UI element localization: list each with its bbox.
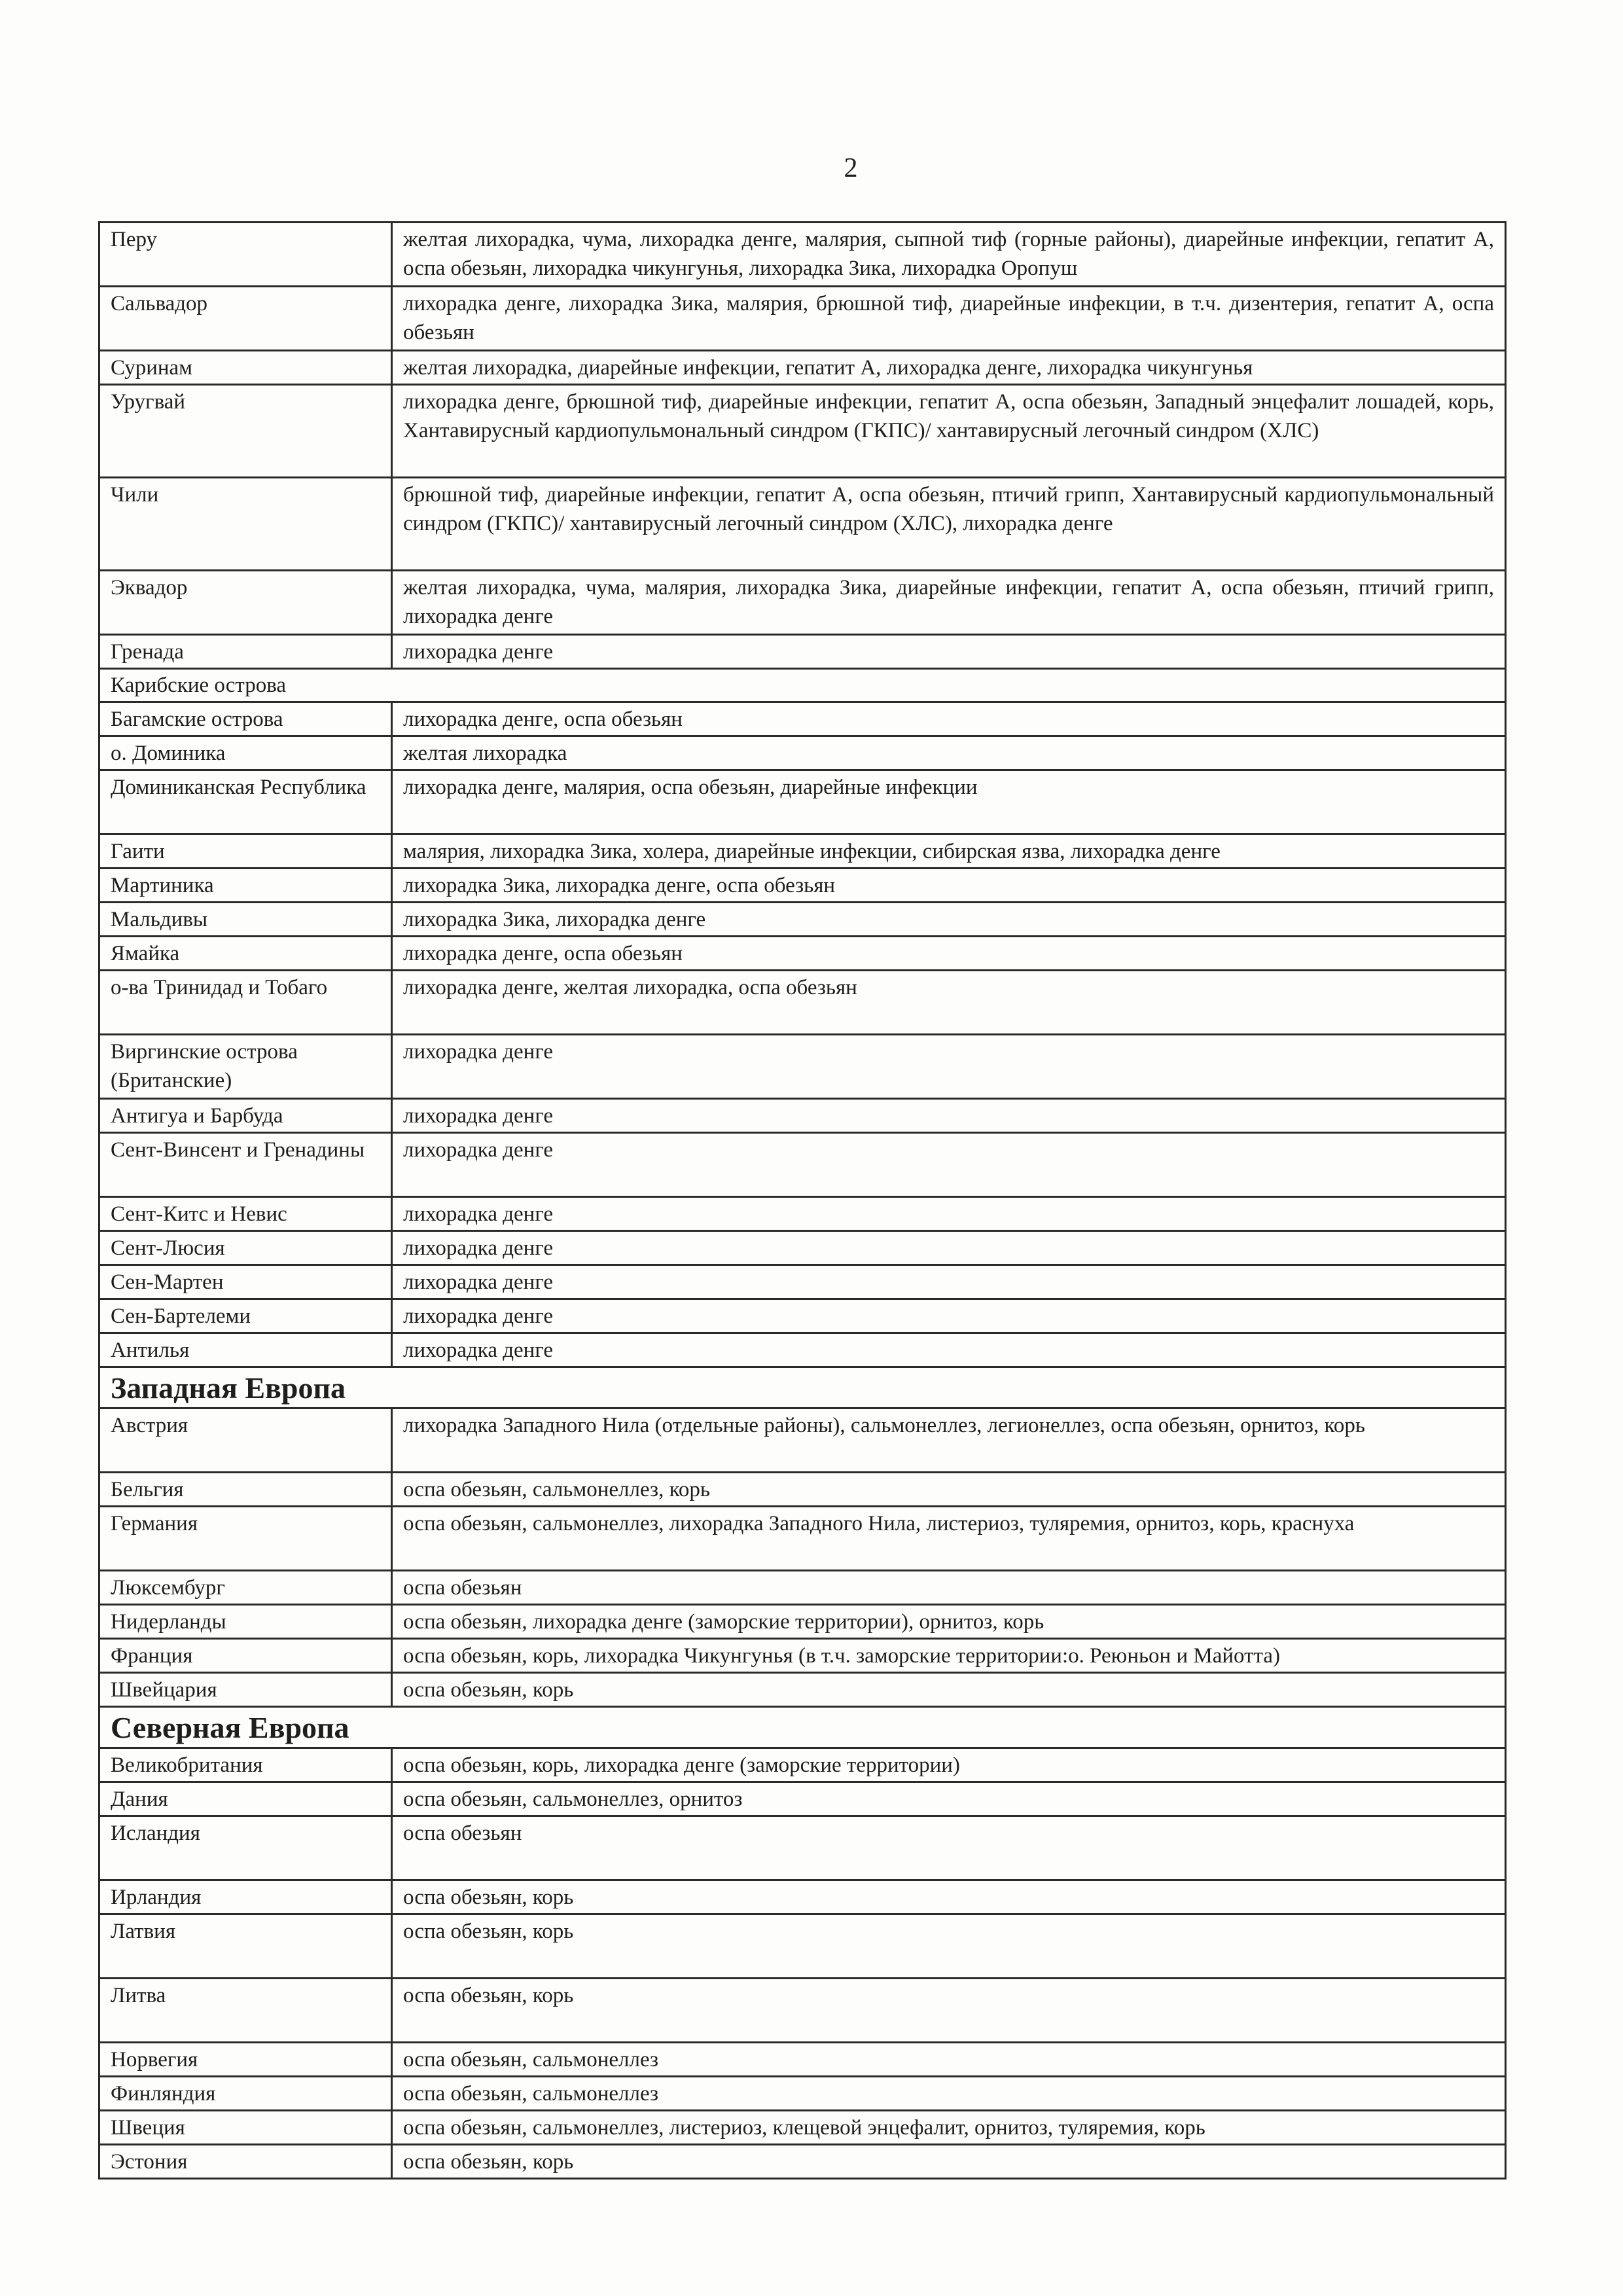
diseases-cell: лихорадка Зика, лихорадка денге bbox=[392, 903, 1506, 937]
table-row bbox=[99, 971, 1506, 1035]
table-row bbox=[99, 1979, 1506, 2043]
country-cell: Бельгия bbox=[99, 1473, 392, 1507]
diseases-cell: желтая лихорадка bbox=[392, 736, 1506, 770]
country-cell: Сент-Люсия bbox=[99, 1231, 392, 1265]
table-row bbox=[99, 1605, 1506, 1639]
country-cell: Сент-Китс и Невис bbox=[99, 1197, 392, 1231]
table-row bbox=[99, 1299, 1506, 1333]
country-cell: Ирландия bbox=[99, 1880, 392, 1914]
diseases-cell: оспа обезьян, корь bbox=[392, 2145, 1506, 2179]
country-cell: Чили bbox=[99, 478, 392, 571]
table-row bbox=[99, 1748, 1506, 1782]
disease-table-body bbox=[99, 223, 1506, 2179]
diseases-cell: малярия, лихорадка Зика, холера, диарейные инфекции, сибирская язва, лихорадка денге bbox=[392, 834, 1506, 869]
table-row bbox=[99, 1265, 1506, 1299]
table-row bbox=[99, 1133, 1506, 1197]
country-cell: Сальвадор bbox=[99, 287, 392, 351]
table-row bbox=[99, 478, 1506, 571]
diseases-cell: лихорадка денге, оспа обезьян bbox=[392, 937, 1506, 971]
diseases-cell: оспа обезьян, сальмонеллез, листериоз, клещевой энцефалит, орнитоз, туляремия, корь bbox=[392, 2111, 1506, 2145]
diseases-cell: лихорадка денге, лихорадка Зика, малярия, брюшной тиф, диарейные инфекции, в т.ч. дизентерия, гепатит А, оспа обезьян bbox=[392, 287, 1506, 351]
table-row bbox=[99, 1408, 1506, 1473]
country-cell: Сент-Винсент и Гренадины bbox=[99, 1133, 392, 1197]
diseases-cell: лихорадка денге bbox=[392, 635, 1506, 669]
diseases-cell: желтая лихорадка, чума, лихорадка денге, малярия, сыпной тиф (горные районы), диарейные инфекции, гепатит А, оспа обезьян, лихорадка чикунгунья, лихорадка Зика, лихорадка Оропуш bbox=[392, 223, 1506, 287]
country-cell: Виргинские острова (Британские) bbox=[99, 1035, 392, 1099]
country-cell: Швейцария bbox=[99, 1673, 392, 1707]
country-cell: Германия bbox=[99, 1507, 392, 1571]
country-cell: Гаити bbox=[99, 834, 392, 869]
table-row bbox=[99, 2077, 1506, 2111]
diseases-cell: желтая лихорадка, диарейные инфекции, гепатит А, лихорадка денге, лихорадка чикунгунья bbox=[392, 351, 1506, 385]
diseases-cell: оспа обезьян, сальмонеллез, лихорадка Западного Нила, листериоз, туляремия, орнитоз, корь, краснуха bbox=[392, 1507, 1506, 1571]
diseases-cell: лихорадка денге, оспа обезьян bbox=[392, 702, 1506, 736]
country-cell: Финляндия bbox=[99, 2077, 392, 2111]
subregion-title: Карибские острова bbox=[99, 669, 1506, 702]
country-cell: Люксембург bbox=[99, 1571, 392, 1605]
table-row bbox=[99, 223, 1506, 287]
country-cell: Великобритания bbox=[99, 1748, 392, 1782]
diseases-cell: брюшной тиф, диарейные инфекции, гепатит А, оспа обезьян, птичий грипп, Хантавирусный кардиопульмональный синдром (ГКПС)/ хантавирусный легочный синдром (ХЛС), лихорадка денге bbox=[392, 478, 1506, 571]
table-row bbox=[99, 2145, 1506, 2179]
table-row bbox=[99, 702, 1506, 736]
diseases-cell: лихорадка денге, брюшной тиф, диарейные инфекции, гепатит А, оспа обезьян, Западный энцефалит лошадей, корь, Хантавирусный кардиопульмональный синдром (ГКПС)/ хантавирусный легочный синдром (ХЛС) bbox=[392, 385, 1506, 478]
diseases-cell: оспа обезьян, лихорадка денге (заморские территории), орнитоз, корь bbox=[392, 1605, 1506, 1639]
table-row bbox=[99, 869, 1506, 903]
country-cell: Уругвай bbox=[99, 385, 392, 478]
diseases-cell: оспа обезьян bbox=[392, 1816, 1506, 1880]
diseases-cell: лихорадка денге, малярия, оспа обезьян, диарейные инфекции bbox=[392, 770, 1506, 834]
table-row bbox=[99, 1639, 1506, 1673]
diseases-cell: оспа обезьян, сальмонеллез, корь bbox=[392, 1473, 1506, 1507]
table-row bbox=[99, 1099, 1506, 1133]
country-cell: Гренада bbox=[99, 635, 392, 669]
diseases-cell: лихорадка Западного Нила (отдельные районы), сальмонеллез, легионеллез, оспа обезьян, орнитоз, корь bbox=[392, 1408, 1506, 1473]
country-cell: Дания bbox=[99, 1782, 392, 1816]
country-cell: Литва bbox=[99, 1979, 392, 2043]
table-row bbox=[99, 1914, 1506, 1979]
region-header-row bbox=[99, 1707, 1506, 1748]
diseases-cell: оспа обезьян bbox=[392, 1571, 1506, 1605]
country-cell: Латвия bbox=[99, 1914, 392, 1979]
diseases-cell: оспа обезьян, корь bbox=[392, 1673, 1506, 1707]
table-row bbox=[99, 1231, 1506, 1265]
diseases-cell: оспа обезьян, сальмонеллез, орнитоз bbox=[392, 1782, 1506, 1816]
table-row bbox=[99, 1880, 1506, 1914]
diseases-cell: лихорадка Зика, лихорадка денге, оспа обезьян bbox=[392, 869, 1506, 903]
table-row bbox=[99, 1816, 1506, 1880]
diseases-cell: лихорадка денге bbox=[392, 1299, 1506, 1333]
diseases-cell: оспа обезьян, сальмонеллез bbox=[392, 2077, 1506, 2111]
diseases-cell: оспа обезьян, корь, лихорадка Чикунгунья (в т.ч. заморские территории:о. Реюньон и Майотта) bbox=[392, 1639, 1506, 1673]
country-cell: Исландия bbox=[99, 1816, 392, 1880]
table-row bbox=[99, 1782, 1506, 1816]
diseases-cell: оспа обезьян, корь, лихорадка денге (заморские территории) bbox=[392, 1748, 1506, 1782]
country-cell: Сен-Мартен bbox=[99, 1265, 392, 1299]
diseases-cell: желтая лихорадка, чума, малярия, лихорадка Зика, диарейные инфекции, гепатит А, оспа обезьян, птичий грипп, лихорадка денге bbox=[392, 571, 1506, 635]
region-header-row bbox=[99, 1367, 1506, 1408]
country-cell: Мартиника bbox=[99, 869, 392, 903]
table-row bbox=[99, 2111, 1506, 2145]
table-row bbox=[99, 834, 1506, 869]
country-cell: Антигуа и Барбуда bbox=[99, 1099, 392, 1133]
country-cell: Антилья bbox=[99, 1333, 392, 1367]
table-row bbox=[99, 1507, 1506, 1571]
country-cell: о. Доминика bbox=[99, 736, 392, 770]
diseases-cell: лихорадка денге bbox=[392, 1197, 1506, 1231]
table-row bbox=[99, 1035, 1506, 1099]
table-row bbox=[99, 351, 1506, 385]
diseases-cell: оспа обезьян, сальмонеллез bbox=[392, 2043, 1506, 2077]
table-row bbox=[99, 571, 1506, 635]
table-row bbox=[99, 1197, 1506, 1231]
table-row bbox=[99, 770, 1506, 834]
country-cell: Мальдивы bbox=[99, 903, 392, 937]
table-row bbox=[99, 287, 1506, 351]
country-cell: Суринам bbox=[99, 351, 392, 385]
country-cell: Швеция bbox=[99, 2111, 392, 2145]
country-cell: Сен-Бартелеми bbox=[99, 1299, 392, 1333]
country-cell: о-ва Тринидад и Тобаго bbox=[99, 971, 392, 1035]
diseases-cell: лихорадка денге bbox=[392, 1231, 1506, 1265]
diseases-cell: оспа обезьян, корь bbox=[392, 1914, 1506, 1979]
country-cell: Перу bbox=[99, 223, 392, 287]
country-cell: Франция bbox=[99, 1639, 392, 1673]
country-cell: Эквадор bbox=[99, 571, 392, 635]
table-row bbox=[99, 903, 1506, 937]
diseases-cell: лихорадка денге, желтая лихорадка, оспа обезьян bbox=[392, 971, 1506, 1035]
table-row bbox=[99, 385, 1506, 478]
diseases-cell: оспа обезьян, корь bbox=[392, 1979, 1506, 2043]
table-row bbox=[99, 1673, 1506, 1707]
country-cell: Австрия bbox=[99, 1408, 392, 1473]
country-cell: Ямайка bbox=[99, 937, 392, 971]
table-row bbox=[99, 736, 1506, 770]
region-title: Северная Европа bbox=[99, 1707, 1506, 1748]
table-row bbox=[99, 2043, 1506, 2077]
diseases-cell: лихорадка денге bbox=[392, 1133, 1506, 1197]
diseases-cell: лихорадка денге bbox=[392, 1265, 1506, 1299]
country-cell: Эстония bbox=[99, 2145, 392, 2179]
country-cell: Багамские острова bbox=[99, 702, 392, 736]
country-cell: Нидерланды bbox=[99, 1605, 392, 1639]
table-row bbox=[99, 937, 1506, 971]
country-cell: Норвегия bbox=[99, 2043, 392, 2077]
diseases-cell: лихорадка денге bbox=[392, 1333, 1506, 1367]
subregion-header-row bbox=[99, 669, 1506, 702]
country-cell: Доминиканская Республика bbox=[99, 770, 392, 834]
table-row bbox=[99, 1333, 1506, 1367]
diseases-cell: лихорадка денге bbox=[392, 1035, 1506, 1099]
table-row bbox=[99, 635, 1506, 669]
disease-table bbox=[98, 221, 1507, 2179]
table-row bbox=[99, 1473, 1506, 1507]
region-title: Западная Европа bbox=[99, 1367, 1506, 1408]
page-number: 2 bbox=[844, 153, 858, 183]
diseases-cell: оспа обезьян, корь bbox=[392, 1880, 1506, 1914]
table-row bbox=[99, 1571, 1506, 1605]
diseases-cell: лихорадка денге bbox=[392, 1099, 1506, 1133]
